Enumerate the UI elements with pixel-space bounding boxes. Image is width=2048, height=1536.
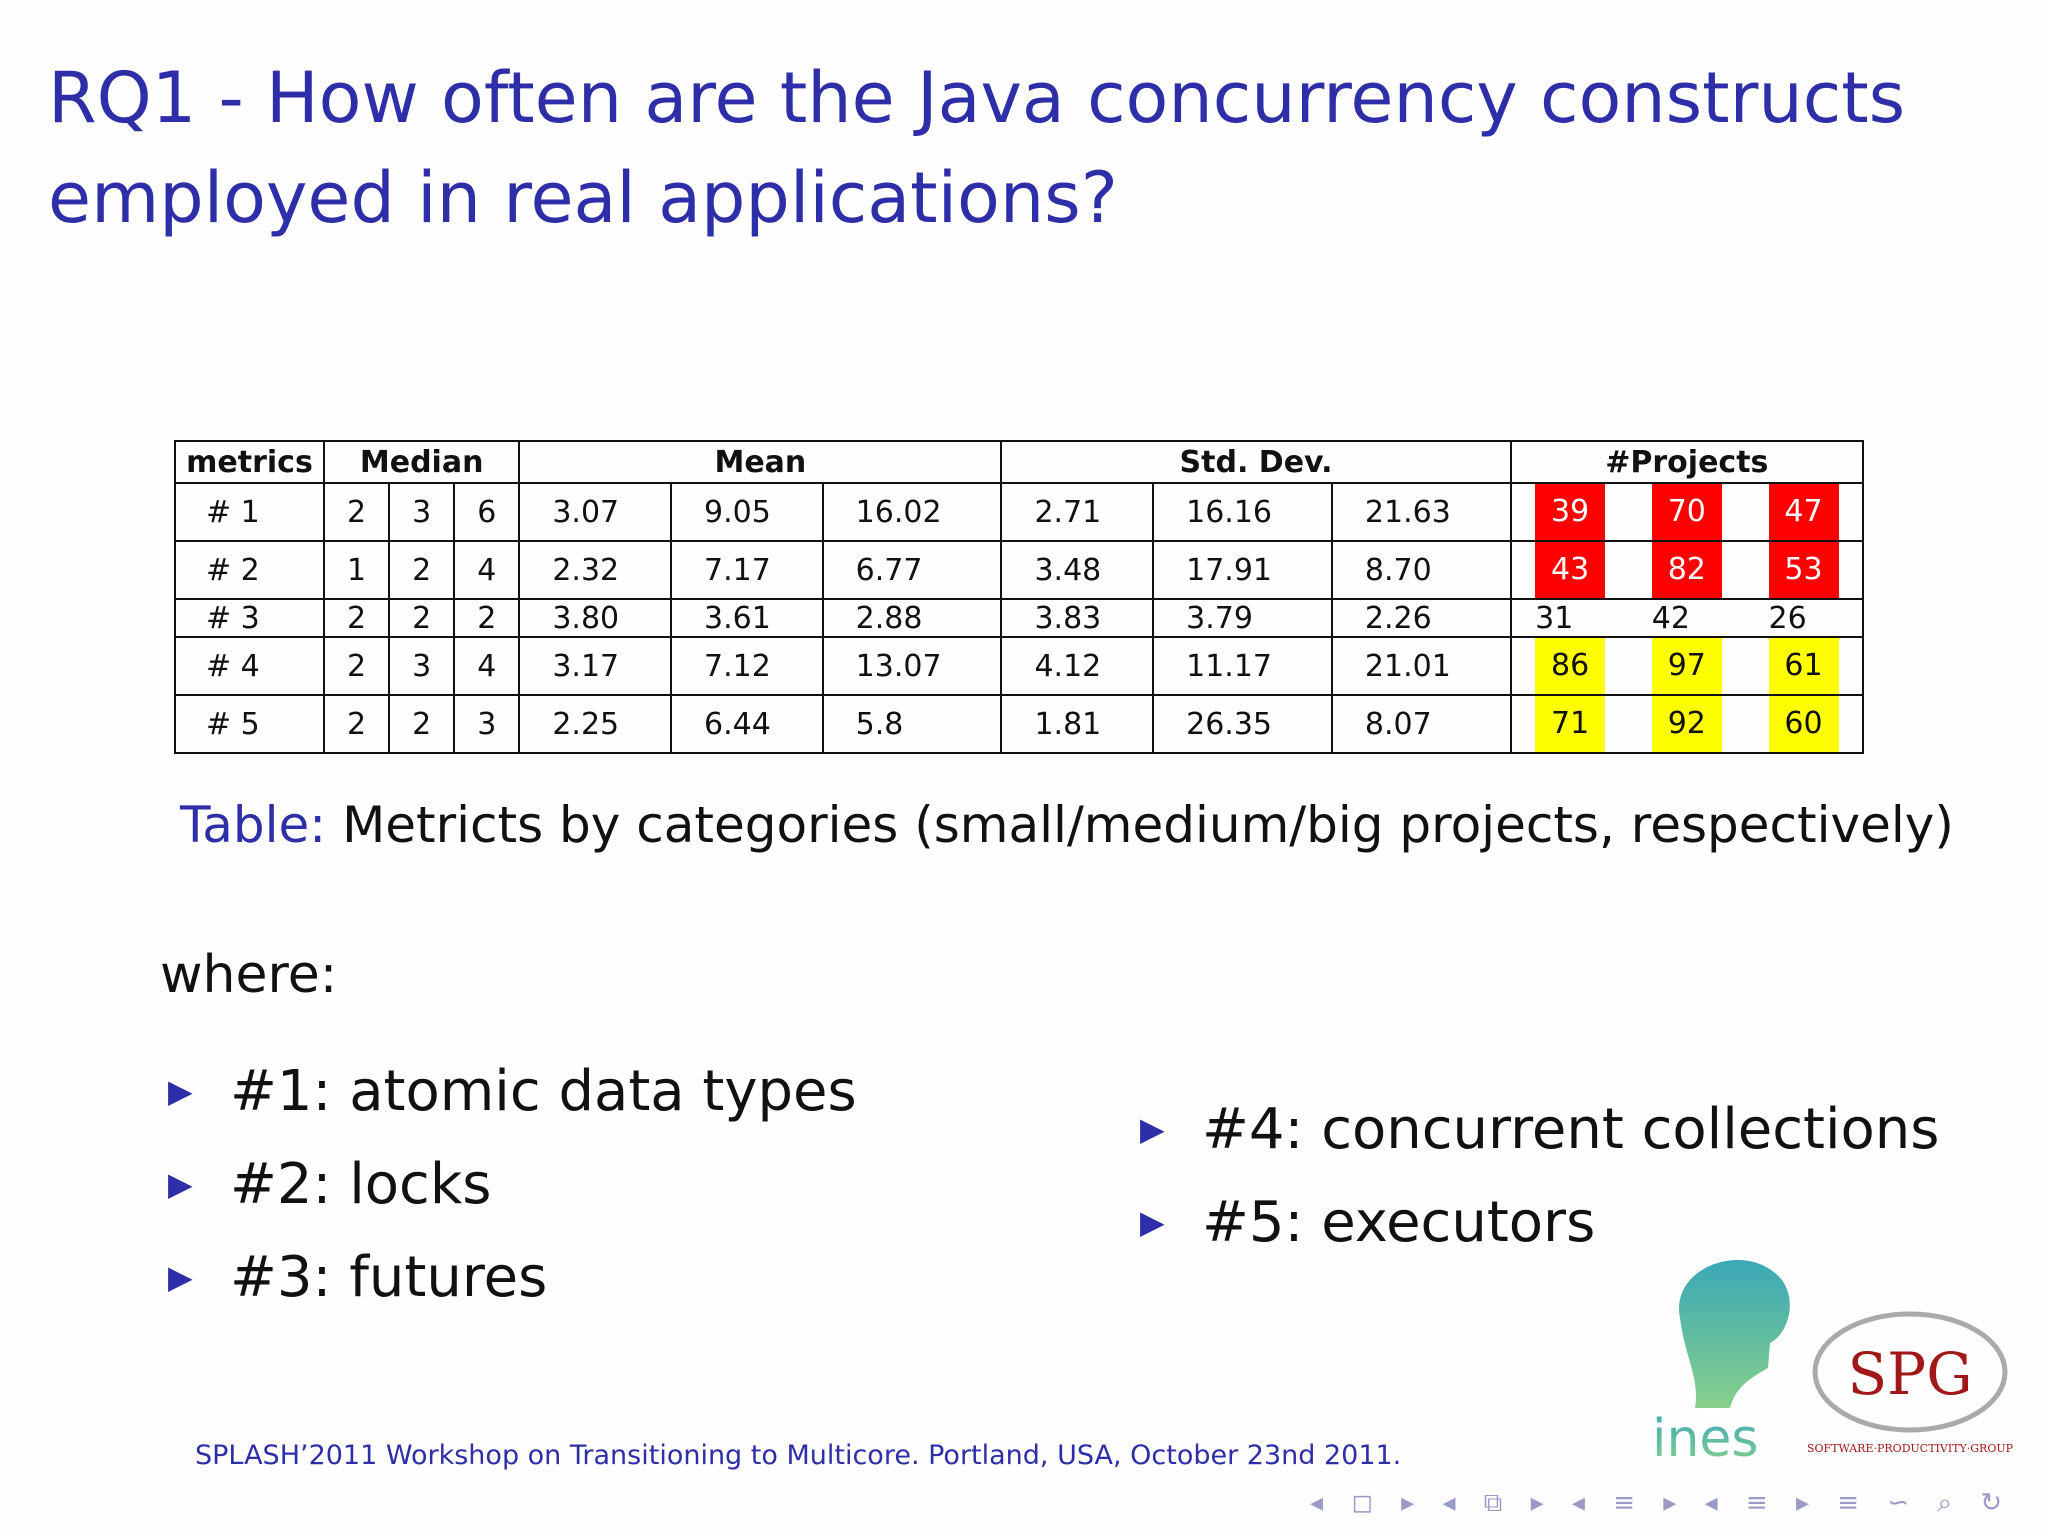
triangle-right-icon: ▶ (168, 1165, 193, 1203)
spg-logo-subtitle: SOFTWARE·PRODUCTIVITY·GROUP (1806, 1442, 2014, 1455)
table-row (175, 599, 1863, 637)
projects-value: 70 (1652, 484, 1722, 540)
bullet-list-right (1132, 1083, 1939, 1269)
mean-cell: 13.07 (823, 637, 1002, 695)
mean-cell: 9.05 (671, 483, 823, 541)
metric-cell: # 3 (175, 599, 324, 637)
bullet-text: #1: atomic data types (230, 1059, 857, 1124)
median-cell: 3 (389, 637, 454, 695)
std-dev-cell: 21.63 (1332, 483, 1511, 541)
mean-cell: 3.80 (519, 599, 671, 637)
median-cell: 1 (324, 541, 389, 599)
bullet-text: #3: futures (230, 1245, 548, 1310)
median-cell: 2 (324, 637, 389, 695)
metric-cell: # 4 (175, 637, 324, 695)
median-cell: 2 (389, 695, 454, 753)
header-projects: #Projects (1511, 441, 1863, 483)
std-dev-cell: 2.71 (1001, 483, 1153, 541)
footer-text: SPLASH’2011 Workshop on Transitioning to Multicore. Portland, USA, October 23nd 2011. (195, 1440, 1402, 1471)
median-cell: 3 (389, 483, 454, 541)
projects-value: 97 (1652, 638, 1722, 694)
mean-cell: 7.17 (671, 541, 823, 599)
median-cell: 6 (454, 483, 519, 541)
median-cell: 4 (454, 637, 519, 695)
median-cell: 2 (324, 483, 389, 541)
projects-value: 61 (1769, 638, 1839, 694)
metric-cell: # 5 (175, 695, 324, 753)
triangle-right-icon: ▶ (1140, 1110, 1165, 1148)
list-item (1132, 1083, 1939, 1176)
mean-cell: 3.17 (519, 637, 671, 695)
header-median: Median (324, 441, 519, 483)
triangle-right-icon: ▶ (168, 1258, 193, 1296)
list-item (160, 1138, 857, 1231)
mean-cell: 2.25 (519, 695, 671, 753)
table-row (175, 695, 1863, 753)
std-dev-cell: 26.35 (1153, 695, 1332, 753)
table-caption (180, 795, 1954, 855)
projects-value: 39 (1535, 484, 1605, 540)
projects-value: 42 (1651, 600, 1690, 636)
median-cell: 4 (454, 541, 519, 599)
median-cell: 3 (454, 695, 519, 753)
std-dev-cell: 8.70 (1332, 541, 1511, 599)
projects-value: 26 (1768, 600, 1807, 636)
mean-cell: 7.12 (671, 637, 823, 695)
mean-cell: 2.88 (823, 599, 1002, 637)
median-cell: 2 (324, 599, 389, 637)
projects-value: 60 (1769, 696, 1839, 752)
triangle-right-icon: ▶ (1140, 1203, 1165, 1241)
projects-cell (1629, 483, 1745, 541)
mean-cell: 2.32 (519, 541, 671, 599)
mean-cell: 3.61 (671, 599, 823, 637)
projects-value: 86 (1535, 638, 1605, 694)
table-row (175, 483, 1863, 541)
header-std-dev: Std. Dev. (1001, 441, 1510, 483)
mean-cell: 6.77 (823, 541, 1002, 599)
caption-text: Metricts by categories (small/medium/big projects, respectively) (342, 796, 1954, 854)
std-dev-cell: 1.81 (1001, 695, 1153, 753)
median-cell: 2 (389, 599, 454, 637)
triangle-right-icon: ▶ (168, 1072, 193, 1110)
header-metrics: metrics (175, 441, 324, 483)
std-dev-cell: 3.48 (1001, 541, 1153, 599)
caption-label: Table: (180, 796, 327, 854)
projects-cell (1745, 637, 1863, 695)
projects-cell (1629, 637, 1745, 695)
where-label: where: (160, 945, 338, 1005)
spg-logo (1800, 1310, 2020, 1460)
std-dev-cell: 11.17 (1153, 637, 1332, 695)
projects-cell (1745, 695, 1863, 753)
bullet-list-left (160, 1045, 857, 1324)
list-item (160, 1045, 857, 1138)
slide-title: RQ1 - How often are the Java concurrency constructs employed in real applications? (48, 57, 1906, 239)
list-item (160, 1231, 857, 1324)
table-row (175, 637, 1863, 695)
mean-cell: 5.8 (823, 695, 1002, 753)
bullet-text: #2: locks (230, 1152, 492, 1217)
projects-cell (1629, 695, 1745, 753)
projects-value: 43 (1535, 542, 1605, 598)
projects-cell (1745, 541, 1863, 599)
beamer-navigation-bar[interactable]: ◂ ◻ ▸ ◂ ⧉ ▸ ◂ ≡ ▸ ◂ ≡ ▸ ≡ ∽ ⌕ ↻ (1310, 1488, 2013, 1518)
metric-cell: # 2 (175, 541, 324, 599)
std-dev-cell: 4.12 (1001, 637, 1153, 695)
median-cell: 2 (389, 541, 454, 599)
mean-cell: 16.02 (823, 483, 1002, 541)
projects-cell (1629, 599, 1745, 637)
mean-cell: 3.07 (519, 483, 671, 541)
ines-logo (1650, 1248, 1820, 1463)
std-dev-cell: 8.07 (1332, 695, 1511, 753)
header-mean: Mean (519, 441, 1001, 483)
bullet-text: #5: executors (1202, 1190, 1596, 1255)
std-dev-cell: 3.79 (1153, 599, 1332, 637)
projects-cell (1745, 599, 1863, 637)
projects-value: 31 (1535, 600, 1574, 636)
projects-value: 47 (1769, 484, 1839, 540)
ines-logo-text: ines (1652, 1409, 1759, 1463)
std-dev-cell: 21.01 (1332, 637, 1511, 695)
median-cell: 2 (454, 599, 519, 637)
table-row (175, 541, 1863, 599)
projects-cell (1511, 541, 1629, 599)
spg-logo-text: SPG (1847, 1340, 1973, 1408)
projects-cell (1511, 695, 1629, 753)
metrics-table (174, 440, 1864, 754)
projects-value: 92 (1652, 696, 1722, 752)
projects-value: 71 (1535, 696, 1605, 752)
projects-cell (1511, 637, 1629, 695)
table-header-row (175, 441, 1863, 483)
projects-value: 53 (1769, 542, 1839, 598)
std-dev-cell: 3.83 (1001, 599, 1153, 637)
projects-cell (1511, 483, 1629, 541)
bullet-text: #4: concurrent collections (1202, 1097, 1940, 1162)
std-dev-cell: 2.26 (1332, 599, 1511, 637)
projects-cell (1511, 599, 1629, 637)
mean-cell: 6.44 (671, 695, 823, 753)
std-dev-cell: 16.16 (1153, 483, 1332, 541)
projects-cell (1629, 541, 1745, 599)
std-dev-cell: 17.91 (1153, 541, 1332, 599)
metric-cell: # 1 (175, 483, 324, 541)
median-cell: 2 (324, 695, 389, 753)
projects-value: 82 (1652, 542, 1722, 598)
projects-cell (1745, 483, 1863, 541)
